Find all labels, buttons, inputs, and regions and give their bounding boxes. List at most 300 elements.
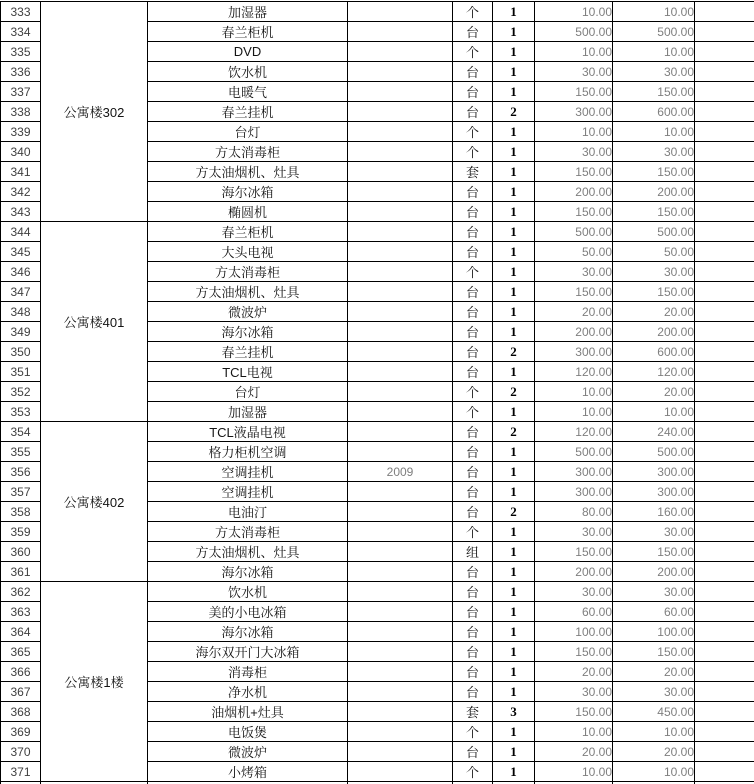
unit-price-cell[interactable]: 120.00 [535, 362, 613, 382]
row-number-cell[interactable]: 362 [1, 582, 41, 602]
row-number-cell[interactable]: 358 [1, 502, 41, 522]
unit-price-cell[interactable]: 10.00 [535, 382, 613, 402]
item-name-cell[interactable]: 小烤箱 [148, 762, 348, 782]
row-number-cell[interactable]: 353 [1, 402, 41, 422]
year-cell[interactable] [348, 742, 453, 762]
item-name-cell[interactable]: 格力柜机空调 [148, 442, 348, 462]
year-cell[interactable] [348, 702, 453, 722]
unit-cell[interactable]: 个 [453, 522, 493, 542]
unit-cell[interactable]: 台 [453, 322, 493, 342]
blank-cell[interactable] [695, 82, 754, 102]
blank-cell[interactable] [695, 182, 754, 202]
row-number-cell[interactable]: 355 [1, 442, 41, 462]
unit-price-cell[interactable]: 10.00 [535, 762, 613, 782]
total-price-cell[interactable]: 60.00 [613, 602, 695, 622]
year-cell[interactable] [348, 622, 453, 642]
unit-cell[interactable]: 台 [453, 662, 493, 682]
quantity-cell[interactable]: 1 [493, 302, 535, 322]
unit-cell[interactable]: 套 [453, 702, 493, 722]
total-price-cell[interactable]: 30.00 [613, 682, 695, 702]
year-cell[interactable] [348, 302, 453, 322]
unit-price-cell[interactable]: 120.00 [535, 422, 613, 442]
unit-price-cell[interactable]: 200.00 [535, 182, 613, 202]
total-price-cell[interactable]: 30.00 [613, 262, 695, 282]
item-name-cell[interactable]: 方太油烟机、灶具 [148, 542, 348, 562]
item-name-cell[interactable]: 空调挂机 [148, 462, 348, 482]
blank-cell[interactable] [695, 722, 754, 742]
unit-price-cell[interactable]: 500.00 [535, 442, 613, 462]
unit-cell[interactable]: 个 [453, 382, 493, 402]
item-name-cell[interactable]: 大头电视 [148, 242, 348, 262]
unit-price-cell[interactable]: 10.00 [535, 2, 613, 22]
year-cell[interactable] [348, 582, 453, 602]
unit-price-cell[interactable]: 50.00 [535, 242, 613, 262]
item-name-cell[interactable]: 饮水机 [148, 62, 348, 82]
quantity-cell[interactable]: 1 [493, 722, 535, 742]
unit-cell[interactable]: 个 [453, 722, 493, 742]
row-number-cell[interactable]: 333 [1, 2, 41, 22]
year-cell[interactable] [348, 2, 453, 22]
year-cell[interactable] [348, 202, 453, 222]
blank-cell[interactable] [695, 622, 754, 642]
item-name-cell[interactable]: 饮水机 [148, 582, 348, 602]
total-price-cell[interactable]: 150.00 [613, 642, 695, 662]
item-name-cell[interactable]: 海尔冰箱 [148, 322, 348, 342]
year-cell[interactable] [348, 542, 453, 562]
row-number-cell[interactable]: 342 [1, 182, 41, 202]
unit-price-cell[interactable]: 10.00 [535, 122, 613, 142]
unit-price-cell[interactable]: 30.00 [535, 522, 613, 542]
blank-cell[interactable] [695, 122, 754, 142]
quantity-cell[interactable]: 1 [493, 162, 535, 182]
item-name-cell[interactable]: 油烟机+灶具 [148, 702, 348, 722]
row-number-cell[interactable]: 352 [1, 382, 41, 402]
unit-price-cell[interactable]: 20.00 [535, 302, 613, 322]
row-number-cell[interactable]: 334 [1, 22, 41, 42]
unit-price-cell[interactable]: 60.00 [535, 602, 613, 622]
unit-cell[interactable]: 台 [453, 82, 493, 102]
year-cell[interactable] [348, 262, 453, 282]
row-number-cell[interactable]: 347 [1, 282, 41, 302]
unit-price-cell[interactable]: 500.00 [535, 222, 613, 242]
total-price-cell[interactable]: 120.00 [613, 362, 695, 382]
quantity-cell[interactable]: 2 [493, 342, 535, 362]
year-cell[interactable] [348, 142, 453, 162]
item-name-cell[interactable]: 加湿器 [148, 2, 348, 22]
quantity-cell[interactable]: 1 [493, 562, 535, 582]
unit-price-cell[interactable]: 30.00 [535, 682, 613, 702]
unit-price-cell[interactable]: 30.00 [535, 582, 613, 602]
row-number-cell[interactable]: 335 [1, 42, 41, 62]
total-price-cell[interactable]: 200.00 [613, 562, 695, 582]
total-price-cell[interactable]: 100.00 [613, 622, 695, 642]
item-name-cell[interactable]: 台灯 [148, 122, 348, 142]
unit-cell[interactable]: 台 [453, 342, 493, 362]
unit-price-cell[interactable]: 200.00 [535, 322, 613, 342]
year-cell[interactable] [348, 442, 453, 462]
item-name-cell[interactable]: 消毒柜 [148, 662, 348, 682]
total-price-cell[interactable]: 30.00 [613, 142, 695, 162]
unit-price-cell[interactable]: 150.00 [535, 202, 613, 222]
blank-cell[interactable] [695, 542, 754, 562]
total-price-cell[interactable]: 500.00 [613, 442, 695, 462]
unit-cell[interactable]: 台 [453, 422, 493, 442]
year-cell[interactable] [348, 182, 453, 202]
unit-price-cell[interactable]: 300.00 [535, 462, 613, 482]
row-number-cell[interactable]: 363 [1, 602, 41, 622]
row-number-cell[interactable]: 341 [1, 162, 41, 182]
item-name-cell[interactable]: 电饭煲 [148, 722, 348, 742]
total-price-cell[interactable]: 450.00 [613, 702, 695, 722]
blank-cell[interactable] [695, 242, 754, 262]
row-number-cell[interactable]: 368 [1, 702, 41, 722]
total-price-cell[interactable]: 20.00 [613, 662, 695, 682]
unit-price-cell[interactable]: 150.00 [535, 82, 613, 102]
blank-cell[interactable] [695, 322, 754, 342]
unit-price-cell[interactable]: 150.00 [535, 162, 613, 182]
item-name-cell[interactable]: 净水机 [148, 682, 348, 702]
total-price-cell[interactable]: 500.00 [613, 222, 695, 242]
item-name-cell[interactable]: 微波炉 [148, 302, 348, 322]
blank-cell[interactable] [695, 102, 754, 122]
row-number-cell[interactable]: 348 [1, 302, 41, 322]
item-name-cell[interactable]: 电暖气 [148, 82, 348, 102]
row-number-cell[interactable]: 360 [1, 542, 41, 562]
quantity-cell[interactable]: 2 [493, 382, 535, 402]
unit-price-cell[interactable]: 10.00 [535, 722, 613, 742]
item-name-cell[interactable]: 春兰挂机 [148, 102, 348, 122]
unit-cell[interactable]: 套 [453, 162, 493, 182]
item-name-cell[interactable]: 方太消毒柜 [148, 142, 348, 162]
quantity-cell[interactable]: 1 [493, 482, 535, 502]
unit-price-cell[interactable]: 300.00 [535, 482, 613, 502]
total-price-cell[interactable]: 150.00 [613, 82, 695, 102]
total-price-cell[interactable]: 10.00 [613, 762, 695, 782]
row-number-cell[interactable]: 366 [1, 662, 41, 682]
row-number-cell[interactable]: 338 [1, 102, 41, 122]
item-name-cell[interactable]: 空调挂机 [148, 482, 348, 502]
quantity-cell[interactable]: 1 [493, 442, 535, 462]
unit-price-cell[interactable]: 300.00 [535, 342, 613, 362]
year-cell[interactable] [348, 342, 453, 362]
year-cell[interactable] [348, 662, 453, 682]
blank-cell[interactable] [695, 522, 754, 542]
unit-price-cell[interactable]: 30.00 [535, 262, 613, 282]
blank-cell[interactable] [695, 462, 754, 482]
year-cell[interactable] [348, 22, 453, 42]
year-cell[interactable] [348, 102, 453, 122]
year-cell[interactable] [348, 62, 453, 82]
total-price-cell[interactable]: 30.00 [613, 582, 695, 602]
unit-price-cell[interactable]: 150.00 [535, 642, 613, 662]
total-price-cell[interactable]: 300.00 [613, 482, 695, 502]
unit-cell[interactable]: 台 [453, 642, 493, 662]
blank-cell[interactable] [695, 742, 754, 762]
row-number-cell[interactable]: 339 [1, 122, 41, 142]
blank-cell[interactable] [695, 162, 754, 182]
item-name-cell[interactable]: 海尔双开门大冰箱 [148, 642, 348, 662]
blank-cell[interactable] [695, 342, 754, 362]
blank-cell[interactable] [695, 642, 754, 662]
total-price-cell[interactable]: 10.00 [613, 42, 695, 62]
row-number-cell[interactable]: 370 [1, 742, 41, 762]
unit-cell[interactable]: 台 [453, 682, 493, 702]
year-cell[interactable] [348, 602, 453, 622]
unit-cell[interactable]: 台 [453, 62, 493, 82]
unit-cell[interactable]: 台 [453, 462, 493, 482]
unit-price-cell[interactable]: 10.00 [535, 402, 613, 422]
unit-cell[interactable]: 台 [453, 602, 493, 622]
blank-cell[interactable] [695, 482, 754, 502]
unit-price-cell[interactable]: 100.00 [535, 622, 613, 642]
year-cell[interactable] [348, 482, 453, 502]
year-cell[interactable] [348, 382, 453, 402]
quantity-cell[interactable]: 1 [493, 222, 535, 242]
row-number-cell[interactable]: 344 [1, 222, 41, 242]
unit-cell[interactable]: 台 [453, 202, 493, 222]
year-cell[interactable] [348, 502, 453, 522]
unit-cell[interactable]: 台 [453, 222, 493, 242]
quantity-cell[interactable]: 1 [493, 2, 535, 22]
blank-cell[interactable] [695, 382, 754, 402]
total-price-cell[interactable]: 150.00 [613, 282, 695, 302]
year-cell[interactable] [348, 42, 453, 62]
quantity-cell[interactable]: 2 [493, 102, 535, 122]
unit-cell[interactable]: 台 [453, 362, 493, 382]
item-name-cell[interactable]: 电油汀 [148, 502, 348, 522]
row-number-cell[interactable]: 356 [1, 462, 41, 482]
item-name-cell[interactable]: 春兰柜机 [148, 22, 348, 42]
year-cell[interactable] [348, 682, 453, 702]
total-price-cell[interactable]: 30.00 [613, 522, 695, 542]
blank-cell[interactable] [695, 682, 754, 702]
unit-cell[interactable]: 台 [453, 622, 493, 642]
blank-cell[interactable] [695, 222, 754, 242]
year-cell[interactable] [348, 162, 453, 182]
unit-cell[interactable]: 个 [453, 262, 493, 282]
unit-cell[interactable]: 台 [453, 742, 493, 762]
row-number-cell[interactable]: 343 [1, 202, 41, 222]
quantity-cell[interactable]: 1 [493, 462, 535, 482]
unit-price-cell[interactable]: 300.00 [535, 102, 613, 122]
unit-price-cell[interactable]: 30.00 [535, 142, 613, 162]
quantity-cell[interactable]: 1 [493, 22, 535, 42]
item-name-cell[interactable]: 海尔冰箱 [148, 622, 348, 642]
row-number-cell[interactable]: 345 [1, 242, 41, 262]
blank-cell[interactable] [695, 302, 754, 322]
quantity-cell[interactable]: 1 [493, 542, 535, 562]
year-cell[interactable] [348, 82, 453, 102]
row-number-cell[interactable]: 351 [1, 362, 41, 382]
quantity-cell[interactable]: 1 [493, 762, 535, 782]
total-price-cell[interactable]: 160.00 [613, 502, 695, 522]
total-price-cell[interactable]: 200.00 [613, 182, 695, 202]
unit-price-cell[interactable]: 150.00 [535, 542, 613, 562]
total-price-cell[interactable]: 600.00 [613, 102, 695, 122]
total-price-cell[interactable]: 10.00 [613, 2, 695, 22]
blank-cell[interactable] [695, 262, 754, 282]
blank-cell[interactable] [695, 602, 754, 622]
year-cell[interactable] [348, 402, 453, 422]
year-cell[interactable] [348, 222, 453, 242]
row-number-cell[interactable]: 350 [1, 342, 41, 362]
unit-cell[interactable]: 个 [453, 762, 493, 782]
quantity-cell[interactable]: 1 [493, 122, 535, 142]
item-name-cell[interactable]: 椭圆机 [148, 202, 348, 222]
blank-cell[interactable] [695, 562, 754, 582]
blank-cell[interactable] [695, 442, 754, 462]
row-number-cell[interactable]: 340 [1, 142, 41, 162]
unit-price-cell[interactable]: 200.00 [535, 562, 613, 582]
unit-cell[interactable]: 台 [453, 242, 493, 262]
row-number-cell[interactable]: 354 [1, 422, 41, 442]
quantity-cell[interactable]: 1 [493, 742, 535, 762]
total-price-cell[interactable]: 10.00 [613, 722, 695, 742]
unit-price-cell[interactable]: 500.00 [535, 22, 613, 42]
total-price-cell[interactable]: 300.00 [613, 462, 695, 482]
blank-cell[interactable] [695, 762, 754, 782]
blank-cell[interactable] [695, 582, 754, 602]
row-number-cell[interactable]: 346 [1, 262, 41, 282]
quantity-cell[interactable]: 3 [493, 702, 535, 722]
total-price-cell[interactable]: 150.00 [613, 162, 695, 182]
year-cell[interactable] [348, 562, 453, 582]
year-cell[interactable]: 2009 [348, 462, 453, 482]
unit-cell[interactable]: 台 [453, 502, 493, 522]
blank-cell[interactable] [695, 42, 754, 62]
quantity-cell[interactable]: 2 [493, 502, 535, 522]
blank-cell[interactable] [695, 22, 754, 42]
row-number-cell[interactable]: 361 [1, 562, 41, 582]
quantity-cell[interactable]: 1 [493, 682, 535, 702]
year-cell[interactable] [348, 322, 453, 342]
blank-cell[interactable] [695, 502, 754, 522]
unit-price-cell[interactable]: 20.00 [535, 742, 613, 762]
row-number-cell[interactable]: 367 [1, 682, 41, 702]
item-name-cell[interactable]: 方太油烟机、灶具 [148, 162, 348, 182]
blank-cell[interactable] [695, 402, 754, 422]
item-name-cell[interactable]: 方太消毒柜 [148, 522, 348, 542]
item-name-cell[interactable]: 加湿器 [148, 402, 348, 422]
location-cell[interactable]: 公寓楼402 [41, 422, 148, 582]
blank-cell[interactable] [695, 422, 754, 442]
unit-price-cell[interactable]: 150.00 [535, 282, 613, 302]
row-number-cell[interactable]: 365 [1, 642, 41, 662]
blank-cell[interactable] [695, 142, 754, 162]
year-cell[interactable] [348, 122, 453, 142]
blank-cell[interactable] [695, 282, 754, 302]
total-price-cell[interactable]: 500.00 [613, 22, 695, 42]
quantity-cell[interactable]: 1 [493, 182, 535, 202]
row-number-cell[interactable]: 364 [1, 622, 41, 642]
unit-cell[interactable]: 台 [453, 22, 493, 42]
quantity-cell[interactable]: 1 [493, 362, 535, 382]
quantity-cell[interactable]: 1 [493, 522, 535, 542]
item-name-cell[interactable]: DVD [148, 42, 348, 62]
quantity-cell[interactable]: 1 [493, 582, 535, 602]
row-number-cell[interactable]: 336 [1, 62, 41, 82]
unit-cell[interactable]: 个 [453, 42, 493, 62]
total-price-cell[interactable]: 20.00 [613, 302, 695, 322]
unit-cell[interactable]: 个 [453, 122, 493, 142]
total-price-cell[interactable]: 10.00 [613, 122, 695, 142]
quantity-cell[interactable]: 1 [493, 202, 535, 222]
quantity-cell[interactable]: 1 [493, 262, 535, 282]
unit-cell[interactable]: 台 [453, 282, 493, 302]
total-price-cell[interactable]: 50.00 [613, 242, 695, 262]
quantity-cell[interactable]: 1 [493, 602, 535, 622]
unit-price-cell[interactable]: 30.00 [535, 62, 613, 82]
item-name-cell[interactable]: 台灯 [148, 382, 348, 402]
blank-cell[interactable] [695, 662, 754, 682]
quantity-cell[interactable]: 1 [493, 282, 535, 302]
unit-cell[interactable]: 个 [453, 2, 493, 22]
total-price-cell[interactable]: 10.00 [613, 402, 695, 422]
blank-cell[interactable] [695, 202, 754, 222]
row-number-cell[interactable]: 337 [1, 82, 41, 102]
year-cell[interactable] [348, 242, 453, 262]
unit-cell[interactable]: 台 [453, 442, 493, 462]
total-price-cell[interactable]: 150.00 [613, 202, 695, 222]
item-name-cell[interactable]: TCL电视 [148, 362, 348, 382]
total-price-cell[interactable]: 600.00 [613, 342, 695, 362]
quantity-cell[interactable]: 1 [493, 642, 535, 662]
item-name-cell[interactable]: 海尔冰箱 [148, 562, 348, 582]
blank-cell[interactable] [695, 2, 754, 22]
blank-cell[interactable] [695, 62, 754, 82]
unit-cell[interactable]: 个 [453, 142, 493, 162]
unit-price-cell[interactable]: 10.00 [535, 42, 613, 62]
item-name-cell[interactable]: 微波炉 [148, 742, 348, 762]
quantity-cell[interactable]: 1 [493, 322, 535, 342]
unit-cell[interactable]: 台 [453, 182, 493, 202]
unit-price-cell[interactable]: 20.00 [535, 662, 613, 682]
total-price-cell[interactable]: 30.00 [613, 62, 695, 82]
total-price-cell[interactable]: 20.00 [613, 742, 695, 762]
year-cell[interactable] [348, 362, 453, 382]
quantity-cell[interactable]: 1 [493, 62, 535, 82]
year-cell[interactable] [348, 522, 453, 542]
quantity-cell[interactable]: 1 [493, 622, 535, 642]
item-name-cell[interactable]: 海尔冰箱 [148, 182, 348, 202]
unit-cell[interactable]: 台 [453, 582, 493, 602]
total-price-cell[interactable]: 150.00 [613, 542, 695, 562]
blank-cell[interactable] [695, 362, 754, 382]
unit-cell[interactable]: 个 [453, 402, 493, 422]
year-cell[interactable] [348, 422, 453, 442]
row-number-cell[interactable]: 371 [1, 762, 41, 782]
year-cell[interactable] [348, 642, 453, 662]
item-name-cell[interactable]: 春兰挂机 [148, 342, 348, 362]
item-name-cell[interactable]: TCL液晶电视 [148, 422, 348, 442]
row-number-cell[interactable]: 357 [1, 482, 41, 502]
total-price-cell[interactable]: 200.00 [613, 322, 695, 342]
unit-cell[interactable]: 台 [453, 482, 493, 502]
location-cell[interactable]: 公寓楼302 [41, 2, 148, 222]
total-price-cell[interactable]: 20.00 [613, 382, 695, 402]
quantity-cell[interactable]: 1 [493, 42, 535, 62]
quantity-cell[interactable]: 1 [493, 82, 535, 102]
row-number-cell[interactable]: 349 [1, 322, 41, 342]
quantity-cell[interactable]: 1 [493, 662, 535, 682]
unit-cell[interactable]: 组 [453, 542, 493, 562]
blank-cell[interactable] [695, 702, 754, 722]
quantity-cell[interactable]: 1 [493, 142, 535, 162]
total-price-cell[interactable]: 240.00 [613, 422, 695, 442]
item-name-cell[interactable]: 方太消毒柜 [148, 262, 348, 282]
location-cell[interactable]: 公寓楼401 [41, 222, 148, 422]
quantity-cell[interactable]: 1 [493, 242, 535, 262]
